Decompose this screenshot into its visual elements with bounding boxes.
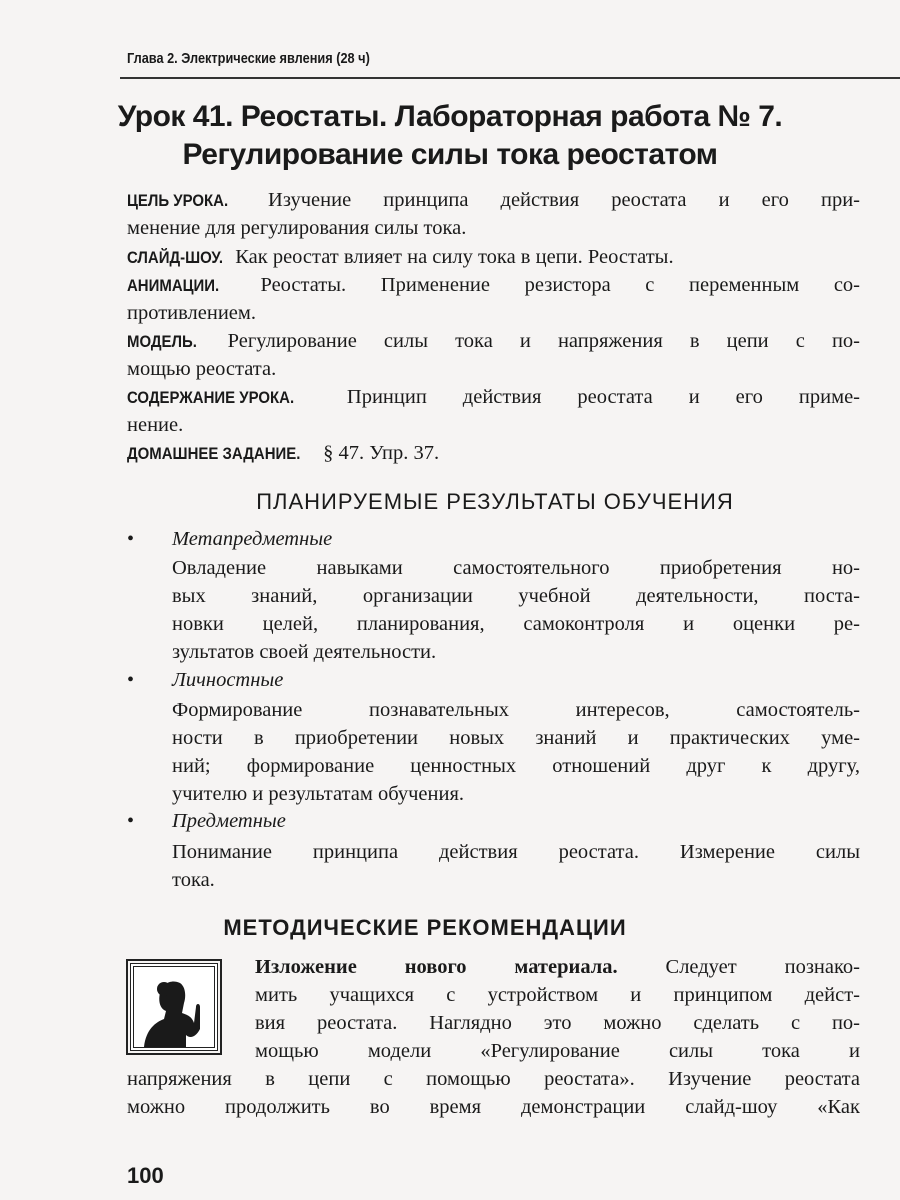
info-slideshow	[127, 244, 860, 270]
result-text: тока.	[172, 869, 215, 891]
info-text: § 47. Упр. 37.	[323, 442, 440, 464]
info-content	[127, 384, 860, 410]
methods-heading: МЕТОДИЧЕСКИЕ РЕКОМЕНДАЦИИ	[223, 915, 627, 940]
result-text: Понимание принципа действия реостата. Измерение силы	[172, 841, 860, 863]
info-text: Реостаты. Применение резистора с переменным со-	[260, 274, 861, 296]
methods-text: вия реостата. Наглядно это можно сделать с по-	[255, 1012, 860, 1034]
info-text: Принцип действия реостата и его приме-	[346, 386, 860, 408]
header-rule	[120, 77, 900, 79]
info-text: мощью реостата.	[127, 358, 277, 380]
result-category: Личностные	[172, 669, 284, 691]
info-text: нение.	[127, 414, 184, 436]
result-category: Метапредметные	[172, 528, 333, 550]
info-label: АНИМАЦИИ.	[127, 276, 220, 295]
methods-text: мить учащихся с устройством и принципом дейст-	[255, 984, 860, 1006]
bullet-icon: •	[127, 528, 135, 550]
methods-lead: Изложение нового материала.	[255, 956, 618, 978]
result-text: Овладение навыками самостоятельного приобретения но-	[172, 557, 860, 579]
info-label: МОДЕЛЬ.	[127, 332, 197, 351]
chapter-header: Глава 2. Электрические явления (28 ч)	[127, 50, 370, 67]
info-label: ДОМАШНЕЕ ЗАДАНИЕ.	[127, 444, 301, 463]
methods-text-part: Следует познако-	[665, 956, 860, 978]
result-text: учителю и результатам обучения.	[172, 783, 465, 805]
methods-text: мощью модели «Регулирование силы тока и	[255, 1040, 860, 1062]
info-animations	[127, 272, 860, 298]
info-model	[127, 328, 860, 354]
result-text: Формирование познавательных интересов, самостоятель-	[172, 699, 860, 721]
result-text: ности в приобретении новых знаний и практических уме-	[172, 727, 860, 749]
info-label: СЛАЙД-ШОУ.	[127, 248, 224, 267]
bullet-icon: •	[127, 669, 135, 691]
result-text: ний; формирование ценностных отношений друг к другу,	[172, 755, 860, 777]
result-text: новки целей, планирования, самоконтроля и оценки ре-	[172, 613, 860, 635]
info-homework	[127, 440, 860, 466]
lesson-subtitle: Регулирование силы тока реостатом	[182, 138, 718, 171]
info-label: ЦЕЛЬ УРОКА.	[127, 191, 229, 210]
info-label: СОДЕРЖАНИЕ УРОКА.	[127, 388, 295, 407]
page-number: 100	[127, 1163, 164, 1188]
teacher-pictogram-icon	[130, 963, 218, 1051]
result-category: Предметные	[172, 810, 286, 832]
info-text: Изучение принципа действия реостата и его при-	[268, 189, 861, 211]
methods-text	[255, 954, 860, 980]
bullet-icon: •	[127, 810, 135, 832]
result-text: вых знаний, организации учебной деятельности, поста-	[172, 585, 860, 607]
info-text: менение для регулирования силы тока.	[127, 217, 467, 239]
lesson-title: Урок 41. Реостаты. Лабораторная работа № 7.	[117, 100, 783, 133]
info-goal	[127, 187, 860, 213]
result-text: зультатов своей деятельности.	[172, 641, 437, 663]
info-text: Как реостат влияет на силу тока в цепи. Реостаты.	[235, 246, 674, 268]
info-text: противлением.	[127, 302, 257, 324]
results-heading: ПЛАНИРУЕМЫЕ РЕЗУЛЬТАТЫ ОБУЧЕНИЯ	[256, 489, 734, 514]
info-text: Регулирование силы тока и напряжения в цепи с по-	[227, 330, 861, 352]
methods-text: можно продолжить во время демонстрации слайд-шоу «Как	[127, 1096, 860, 1118]
methods-text: напряжения в цепи с помощью реостата». Изучение реостата	[127, 1068, 860, 1090]
